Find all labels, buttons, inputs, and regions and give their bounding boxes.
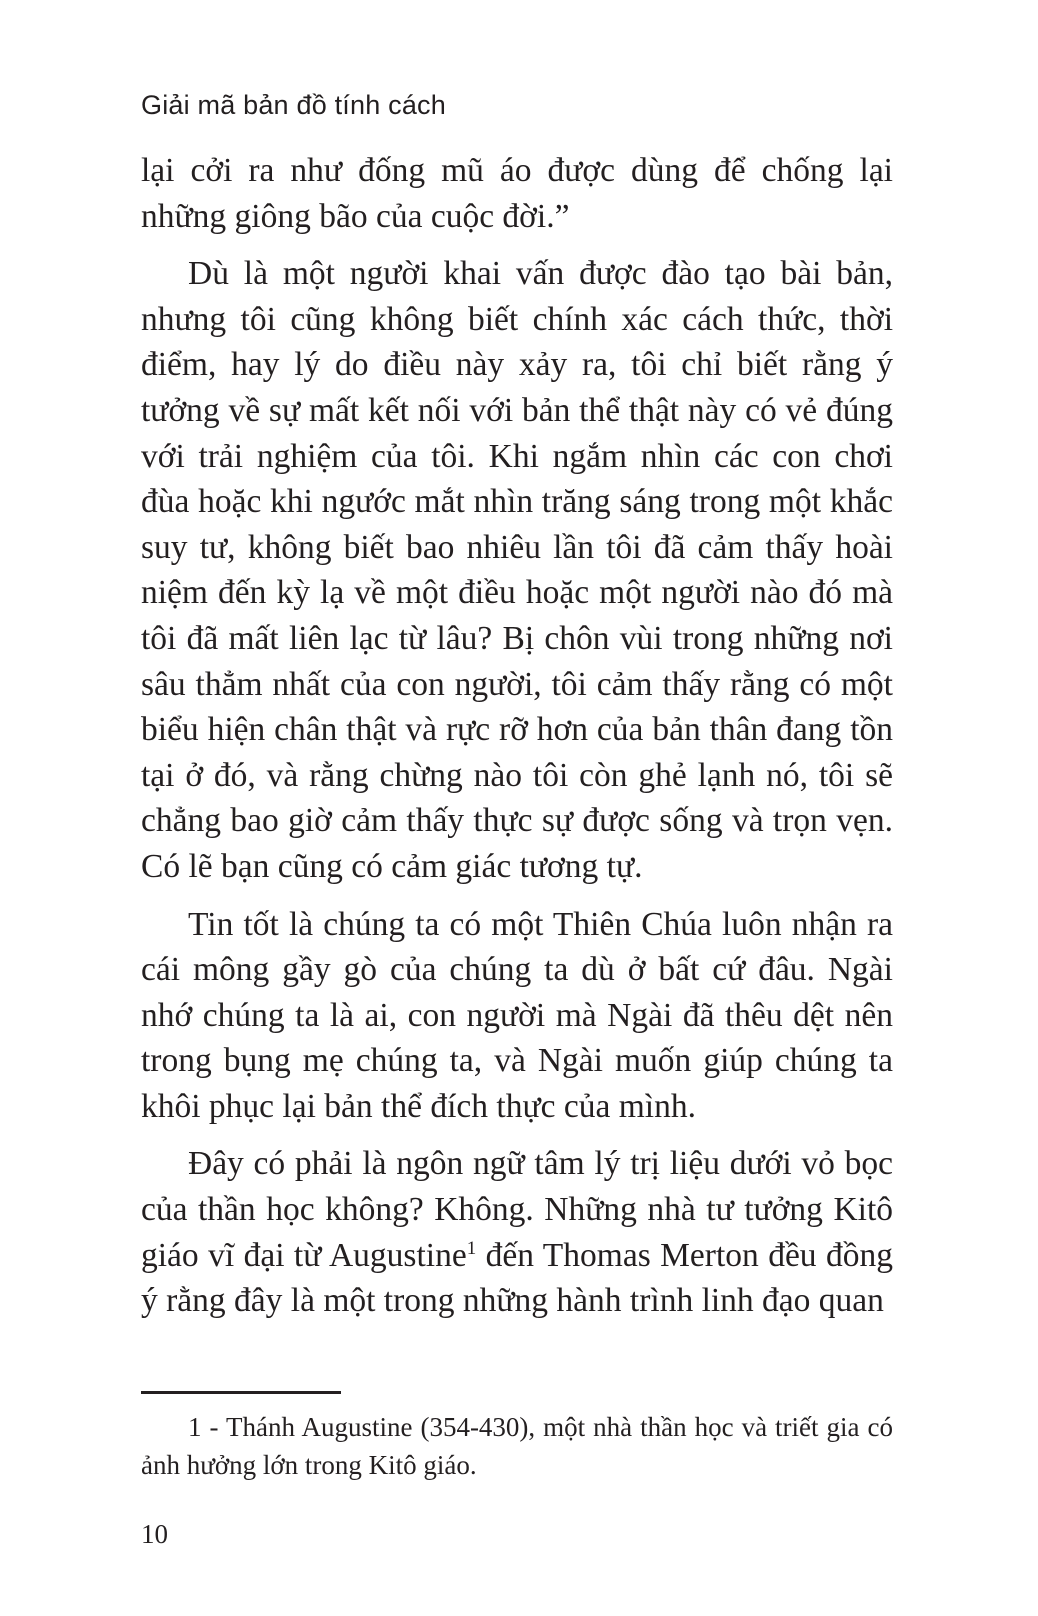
paragraph-text: đến Thomas Merton đều đồng ý rằng đây là một trong những hành trình linh đạo quan (141, 1236, 893, 1320)
page-number: 10 (141, 1519, 168, 1549)
paragraph-text: Đây có phải là ngôn ngữ tâm lý trị liệu dưới vỏ bọc của thần học không? Không. Những nhà tư tưởng Kitô giáo vĩ đại từ Augustine (141, 1145, 893, 1274)
paragraph-continuation: lại cởi ra như đống mũ áo được dùng để chống lại những giông bão của cuộc đời.” (141, 152, 893, 235)
paragraph: Dù là một người khai vấn được đào tạo bài bản, nhưng tôi cũng không biết chính xác cách thức, thời điểm, hay lý do điều này xảy ra, tôi chỉ biết rằng ý tưởng về sự mất kết nối với bản thể thật này có vẻ đúng với trải nghiệm của tôi. Khi ngắm nhìn các con chơi đùa hoặc khi ngước mắt nhìn trăng sáng trong một khắc suy tư, không biết bao nhiêu lần tôi đã cảm thấy hoài niệm đến kỳ lạ về một điều hoặc một người nào đó mà tôi đã mất liên lạc từ lâu? Bị chôn vùi trong những nơi sâu thẳm nhất của con người, tôi cảm thấy rằng có một biểu hiện chân thật và rực rỡ hơn của bản thân đang tồn tại ở đó, và rằng chừng nào tôi còn ghẻ lạnh nó, tôi sẽ chẳng bao giờ cảm thấy thực sự được sống và trọn vẹn. Có lẽ bạn cũng có cảm giác tương tự. (141, 255, 893, 885)
running-head: Giải mã bản đồ tính cách (141, 90, 446, 120)
body-text (141, 148, 893, 1324)
footnote: 1 - Thánh Augustine (354-430), một nhà thần học và triết gia có ảnh hưởng lớn trong Kitô giáo. (141, 1412, 893, 1480)
footnote-reference: 1 (466, 1237, 477, 1259)
footnote-divider (141, 1391, 341, 1394)
paragraph: Tin tốt là chúng ta có một Thiên Chúa luôn nhận ra cái mông gầy gò của chúng ta dù ở bất cứ đâu. Ngài nhớ chúng ta là ai, con người mà Ngài đã thêu dệt nên trong bụng mẹ chúng ta, và Ngài muốn giúp chúng ta khôi phục lại bản thể đích thực của mình. (141, 905, 893, 1125)
paragraph (141, 1141, 893, 1323)
